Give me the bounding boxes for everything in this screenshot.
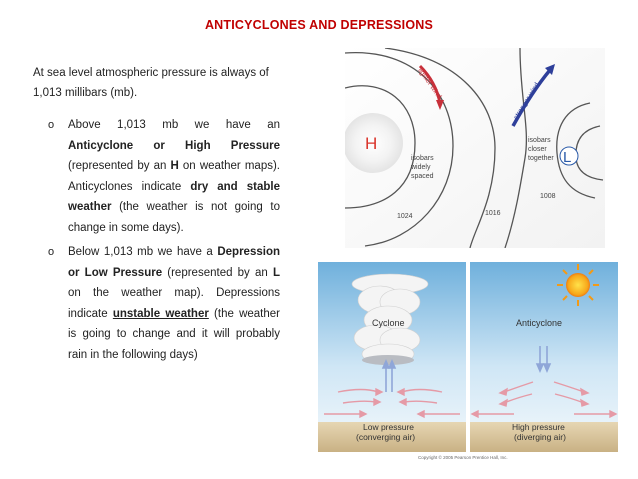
anticyclone-label: Anticyclone (516, 318, 563, 328)
bullet-marker: o (48, 246, 55, 258)
low-symbol: L (563, 149, 572, 166)
high-pressure-label: High pressure (512, 422, 565, 432)
isobars-widely-label-1: isobars (411, 155, 434, 162)
isobar-value-1024: 1024 (397, 213, 413, 220)
lighter-wind-label: lighter wind (416, 67, 443, 101)
isobar-value-1008: 1008 (540, 193, 556, 200)
bullet-depression (48, 242, 280, 365)
stronger-wind-label: stronger wind (512, 81, 541, 122)
page-title: ANTICYCLONES AND DEPRESSIONS (204, 18, 434, 32)
isobars-widely-label-3: spaced (411, 173, 434, 180)
bullet-depression-text: Below 1,013 mb we have a Depression or Low Pressure (represented by an L on the weather map). Depressions indicate unstable weather (the weather is going to change and it will probably rain in the following days) (68, 246, 280, 361)
bullet-marker: o (48, 119, 55, 131)
isobars-widely-label-2: widely (411, 164, 431, 171)
low-pressure-label: Low pressure (363, 422, 415, 432)
bullet-anticyclone (48, 115, 280, 238)
cloud-base (362, 355, 414, 365)
isobar-map (345, 48, 605, 248)
pressure-diagram (318, 262, 626, 462)
bullet-anticyclone-text: Above 1,013 mb we have an Anticyclone or High Pressure (represented by an H on weather maps). Anticyclones indicate dry and stable weather (the weather is not going to change in some days). (68, 119, 280, 234)
high-symbol: H (365, 134, 378, 153)
isobars-closer-label-1: isobars (528, 137, 551, 144)
diverging-air-label: (diverging air) (514, 432, 566, 442)
isobars-closer-label-3: together (528, 155, 554, 162)
cyclone-label: Cyclone (372, 318, 405, 328)
isobar-value-1016: 1016 (485, 210, 501, 217)
converging-air-label: (converging air) (356, 432, 416, 442)
isobars-closer-label-2: closer (528, 146, 547, 153)
copyright-note: Copyright © 2005 Pearson Prentice Hall, Inc. (418, 455, 508, 460)
intro-paragraph: At sea level atmospheric pressure is always of 1,013 millibars (mb). (33, 67, 269, 99)
